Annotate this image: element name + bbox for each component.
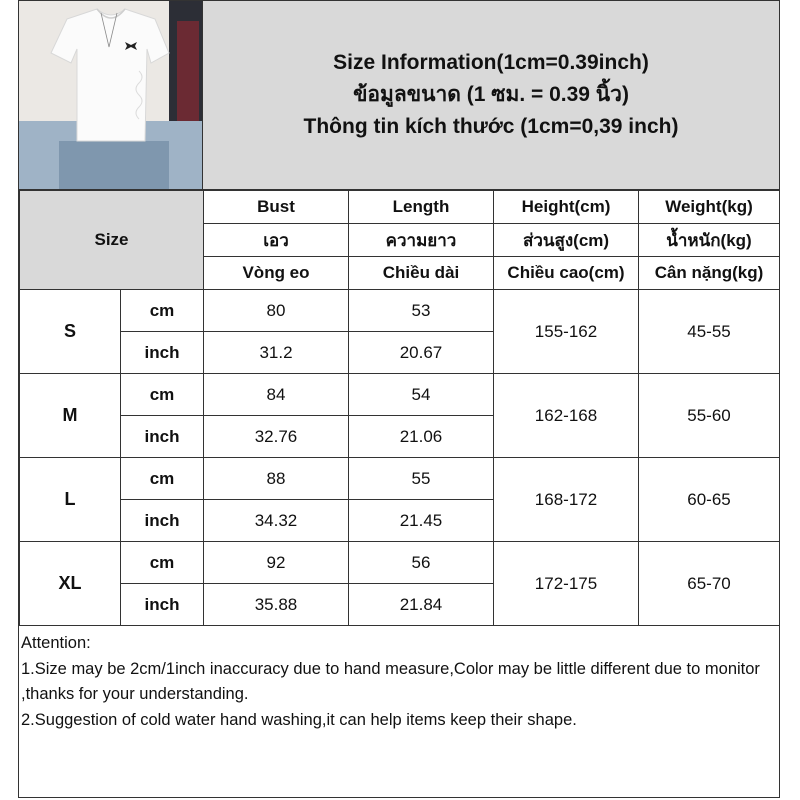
length-inch: 21.06 — [349, 416, 494, 458]
length-cm: 54 — [349, 374, 494, 416]
size-column-header: Size — [20, 191, 204, 290]
bust-cm: 80 — [204, 290, 349, 332]
col-height-en: Height(cm) — [494, 191, 639, 224]
bust-cm: 84 — [204, 374, 349, 416]
header-row — [19, 1, 779, 190]
white-tshirt-photo — [19, 1, 202, 189]
col-bust-en: Bust — [204, 191, 349, 224]
weight-range: 45-55 — [639, 290, 780, 374]
weight-range: 55-60 — [639, 374, 780, 458]
header-row-english — [20, 191, 780, 224]
length-cm: 55 — [349, 458, 494, 500]
table-row — [20, 542, 780, 584]
product-photo — [19, 1, 203, 189]
col-weight-th: น้ำหนัก(kg) — [639, 224, 780, 257]
bust-inch: 34.32 — [204, 500, 349, 542]
bust-cm: 88 — [204, 458, 349, 500]
unit-inch: inch — [121, 416, 204, 458]
size-label: XL — [20, 542, 121, 626]
unit-inch: inch — [121, 332, 204, 374]
table-row — [20, 458, 780, 500]
title-english: Size Information(1cm=0.39inch) — [333, 51, 649, 74]
table-row — [20, 290, 780, 332]
col-length-th: ความยาว — [349, 224, 494, 257]
weight-range: 60-65 — [639, 458, 780, 542]
table-row — [20, 374, 780, 416]
title-vietnamese: Thông tin kích thước (1cm=0,39 inch) — [303, 115, 679, 138]
col-bust-vi: Vòng eo — [204, 257, 349, 290]
length-cm: 53 — [349, 290, 494, 332]
unit-inch: inch — [121, 500, 204, 542]
bust-inch: 32.76 — [204, 416, 349, 458]
col-height-vi: Chiều cao(cm) — [494, 257, 639, 290]
col-length-vi: Chiều dài — [349, 257, 494, 290]
col-length-en: Length — [349, 191, 494, 224]
length-inch: 20.67 — [349, 332, 494, 374]
size-table — [19, 190, 780, 626]
bust-inch: 35.88 — [204, 584, 349, 626]
size-information-title — [203, 1, 779, 189]
unit-cm: cm — [121, 542, 204, 584]
length-cm: 56 — [349, 542, 494, 584]
unit-cm: cm — [121, 374, 204, 416]
bust-cm: 92 — [204, 542, 349, 584]
col-weight-vi: Cân nặng(kg) — [639, 257, 780, 290]
size-label: M — [20, 374, 121, 458]
length-inch: 21.45 — [349, 500, 494, 542]
height-range: 155-162 — [494, 290, 639, 374]
attention-notes — [21, 631, 777, 733]
attention-item-2: 2.Suggestion of cold water hand washing,it can help items keep their shape. — [21, 710, 577, 729]
title-thai: ข้อมูลขนาด (1 ซม. = 0.39 นิ้ว) — [353, 83, 629, 106]
col-height-th: ส่วนสูง(cm) — [494, 224, 639, 257]
unit-inch: inch — [121, 584, 204, 626]
bust-inch: 31.2 — [204, 332, 349, 374]
col-bust-th: เอว — [204, 224, 349, 257]
unit-cm: cm — [121, 290, 204, 332]
height-range: 162-168 — [494, 374, 639, 458]
col-weight-en: Weight(kg) — [639, 191, 780, 224]
length-inch: 21.84 — [349, 584, 494, 626]
weight-range: 65-70 — [639, 542, 780, 626]
size-label: L — [20, 458, 121, 542]
unit-cm: cm — [121, 458, 204, 500]
attention-item-1: 1.Size may be 2cm/1inch inaccuracy due to hand measure,Color may be little different due to monitor ,thanks for your understanding. — [21, 659, 760, 703]
size-chart-frame — [18, 0, 780, 798]
height-range: 168-172 — [494, 458, 639, 542]
size-label: S — [20, 290, 121, 374]
height-range: 172-175 — [494, 542, 639, 626]
attention-heading: Attention: — [21, 634, 91, 652]
